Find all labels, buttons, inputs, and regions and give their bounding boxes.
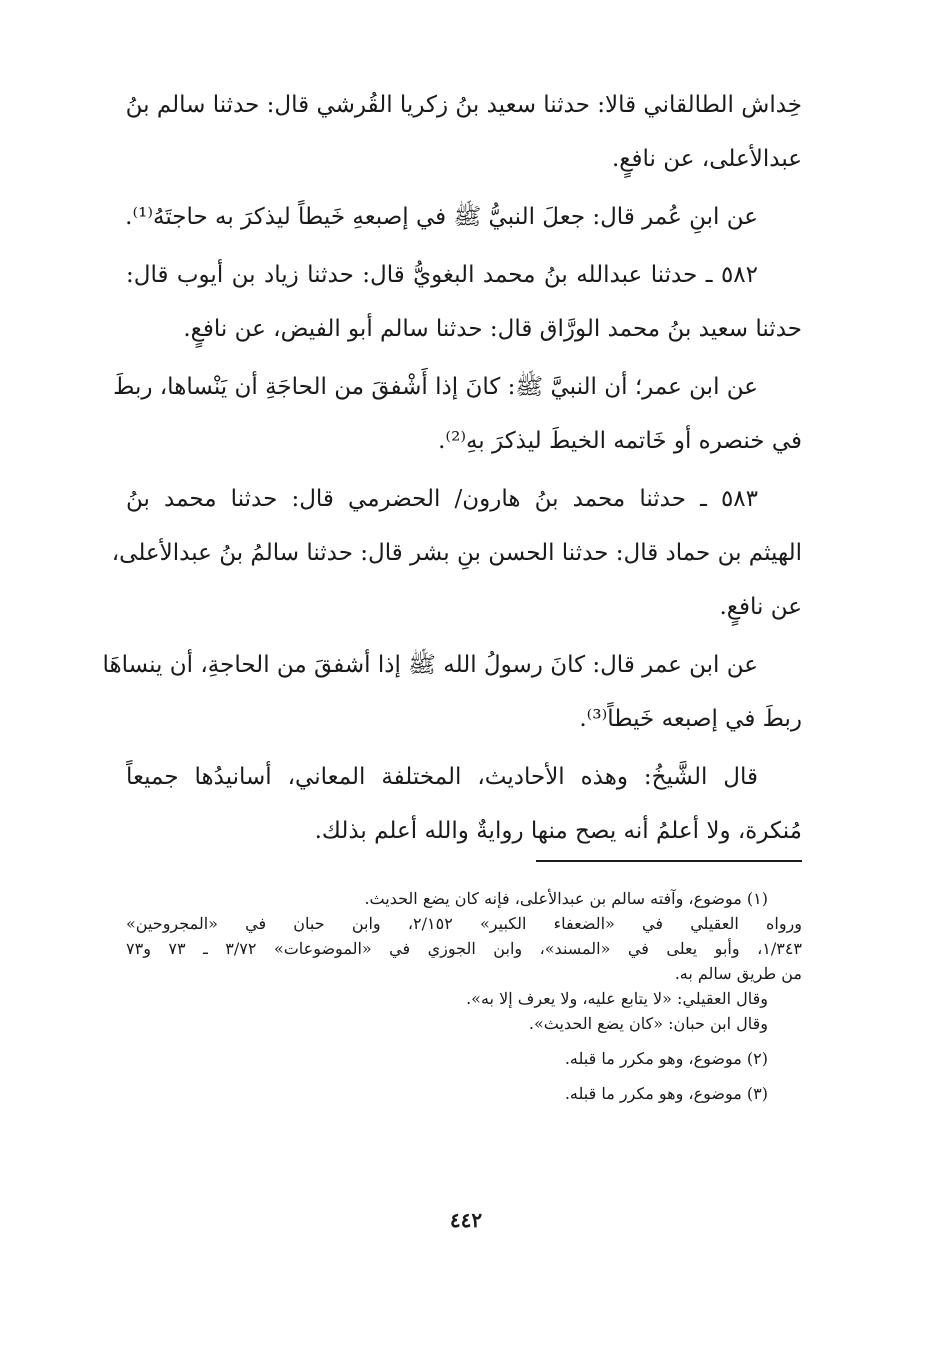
hadith-582-line: ٥٨٢ ـ حدثنا عبدالله بنُ محمد البغويُّ قال: حدثنا زياد بن أيوب قال: [126,262,758,288]
footnote-3: (٣) موضوع، وهو مكرر ما قبله. [564,1084,768,1103]
text-line: خِداش الطالقاني قالا: حدثنا سعيد بنُ زكريا القُرشي قال: حدثنا سالم بنُ [125,92,802,118]
text-line: عن نافعٍ. [719,594,802,620]
text-line: عن ابن عمر قال: كانَ رسولُ الله ﷺ إذا أشفقَ من الحاجةِ، أن ينساهَا [102,652,758,678]
hadith-583-line: ٥٨٣ ـ حدثنا محمد بنُ هارون/ الحضرمي قال: حدثنا محمد بنُ [126,486,759,512]
footnote-1-line: من طريق سالم به. [674,964,802,983]
text-line: في خنصره أو خَاتمه الخيطَ ليذكرَ بهِ⁽²⁾. [438,428,802,454]
text-line: عن ابن عمر؛ أن النبيَّ ﷺ: كانَ إذا أَشْفقَ من الحاجَةِ أن يَنْساها، ربطَ [113,374,758,400]
footnote-1-line: وقال ابن حبان: «كان يضع الحديث». [528,1014,768,1033]
main-text [102,78,802,858]
page-number: ٤٤٢ [449,1208,483,1232]
text-line: الهيثم بن حماد قال: حدثنا الحسن بنِ بشر قال: حدثنا سالمُ بنُ عبدالأعلى، [111,540,802,566]
text-line: عبدالأعلى، عن نافعٍ. [612,146,802,172]
text-line: عن ابنِ عُمر قال: جعلَ النبيُّ ﷺ في إصبعهِ خَيطاً ليذكرَ به حاجتَهُ⁽¹⁾. [125,204,758,230]
text-line: مُنكرة، ولا أعلمُ أنه يصح منها روايةٌ والله أعلم بذلك. [314,818,802,844]
text-line: قال الشَّيخُ: وهذه الأحاديث، المختلفة المعاني، أسانيدُها جميعاً [126,764,758,790]
footnote-1-line: ورواه العقيلي في «الضعفاء الكبير» ٢/١٥٢، وابن حبان في «المجروحين» [126,914,803,933]
footnotes [126,886,802,1106]
footnote-2: (٢) موضوع، وهو مكرر ما قبله. [564,1049,768,1068]
footnote-divider [536,860,802,862]
footnote-1: (١) موضوع، وآفته سالم بن عبدالأعلى، فإنه كان يضع الحديث. [364,889,768,908]
text-line: حدثنا سعيد بنُ محمد الورَّاق قال: حدثنا سالم أبو الفيض، عن نافعٍ. [183,316,802,342]
footnote-1-line: وقال العقيلي: «لا يتابع عليه، ولا يعرف إلا به». [466,989,768,1008]
footnote-1-line: ١/٣٤٣، وأبو يعلى في «المسند»، وابن الجوزي في «الموضوعات» ٣/٧٢ ـ ٧٣ و٧٣ [126,939,802,958]
text-line: ربطَ في إصبعه خَيطاً⁽³⁾. [579,706,802,732]
